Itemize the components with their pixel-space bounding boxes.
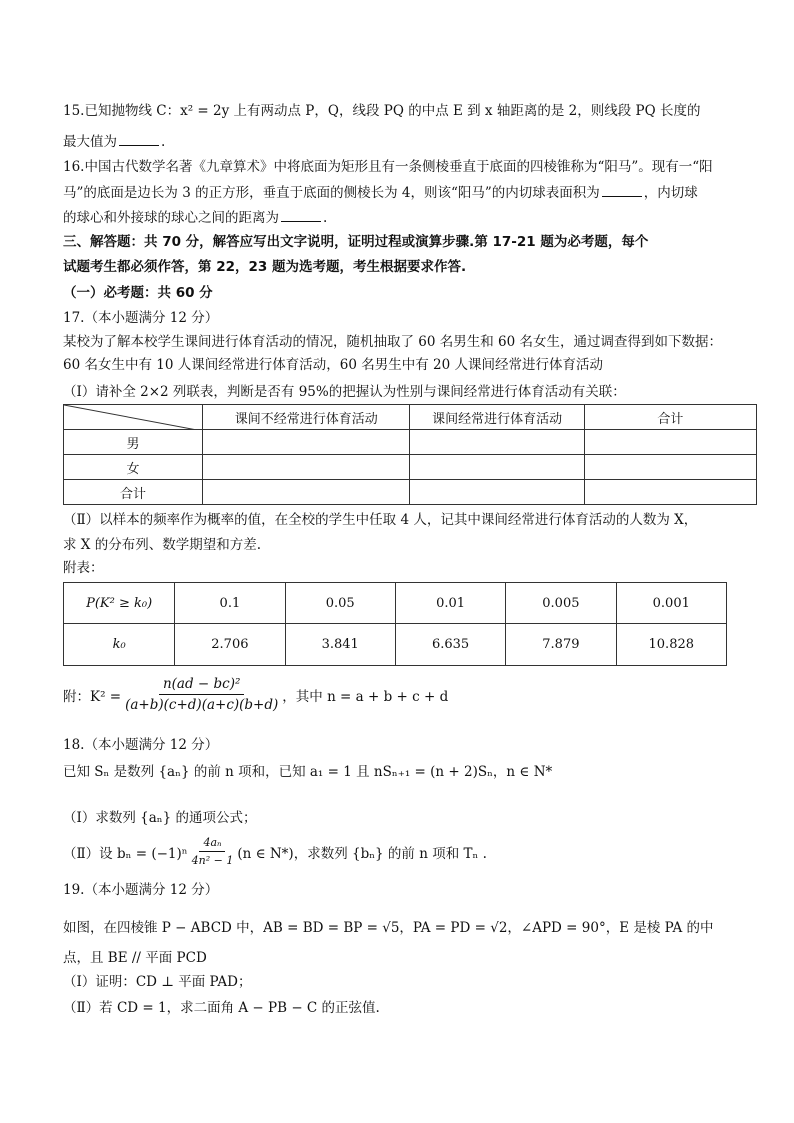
q18-part2 bbox=[63, 836, 487, 867]
q16-line3-end: . bbox=[323, 210, 328, 226]
q17-line1: 某校为了解本校学生课间进行体育活动的情况，随机抽取了 60 名男生和 60 名女生，通过调查得到如下数据： bbox=[63, 334, 723, 350]
appendix-label: 附表： bbox=[63, 560, 104, 576]
contingency-diagonal-cell bbox=[64, 405, 203, 430]
p-value-cell: 0.1 bbox=[175, 583, 285, 624]
contingency-cell bbox=[410, 455, 584, 480]
formula-numerator: n(ad − bc)² bbox=[159, 676, 244, 695]
contingency-cell bbox=[584, 455, 756, 480]
q15-answer-blank bbox=[119, 131, 159, 146]
q16-line3-text: 的球心和外接球的球心之间的距离为 bbox=[63, 210, 279, 226]
k-value-cell: 6.635 bbox=[395, 624, 505, 666]
q19-line2: 点，且 BE // 平面 PCD bbox=[63, 950, 207, 966]
k-value-cell: 3.841 bbox=[285, 624, 395, 666]
q16-answer-blank-1 bbox=[602, 182, 642, 197]
formula-fraction bbox=[125, 676, 278, 713]
q18-denominator: 4n² − 1 bbox=[191, 854, 234, 867]
q16-line3 bbox=[63, 207, 327, 228]
contingency-row bbox=[64, 455, 757, 480]
k-value-cell: 10.828 bbox=[616, 624, 726, 666]
q17-part2-line2: 求 X 的分布列、数学期望和方差. bbox=[63, 537, 261, 553]
q19-part2: （Ⅱ）若 CD = 1，求二面角 A − PB − C 的正弦值. bbox=[63, 1000, 380, 1016]
q19-part1: （Ⅰ）证明：CD ⊥ 平面 PAD； bbox=[63, 974, 252, 990]
critical-k-row bbox=[64, 624, 727, 666]
critical-value-table bbox=[63, 582, 727, 666]
q18-part1: （Ⅰ）求数列 {aₙ} 的通项公式； bbox=[63, 810, 257, 826]
critical-p-row bbox=[64, 583, 727, 624]
q17-part1: （Ⅰ）请补全 2×2 列联表，判断是否有 95%的把握认为性别与课间经常进行体育活动有关联： bbox=[63, 384, 626, 400]
contingency-cell bbox=[203, 455, 410, 480]
p-row-label: P(K² ≥ k₀) bbox=[64, 583, 175, 624]
q17-header: 17.（本小题满分 12 分） bbox=[63, 310, 219, 326]
contingency-row-label: 女 bbox=[64, 455, 203, 480]
contingency-cell bbox=[584, 430, 756, 455]
k-value-cell: 7.879 bbox=[506, 624, 616, 666]
q18-header: 18.（本小题满分 12 分） bbox=[63, 737, 219, 753]
contingency-col-header: 课间经常进行体育活动 bbox=[410, 405, 584, 430]
section3-line2: 试题考生都必须作答，第 22，23 题为选考题，考生根据要求作答. bbox=[63, 259, 467, 275]
q15-line2 bbox=[63, 131, 165, 152]
q16-line2-end: ，内切球 bbox=[643, 185, 698, 201]
q18-line1: 已知 Sₙ 是数列 {aₙ} 的前 n 项和，已知 a₁ = 1 且 nSₙ₊₁ = (n + 2)Sₙ，n ∈ N* bbox=[63, 764, 553, 780]
q18-part2-pre: （Ⅱ）设 bₙ = (−1)ⁿ bbox=[63, 845, 188, 862]
section3-line1: 三、解答题：共 70 分，解答应写出文字说明，证明过程或演算步骤.第 17-21 题为必考题，每个 bbox=[63, 234, 649, 250]
contingency-header-row bbox=[64, 405, 757, 430]
contingency-row bbox=[64, 480, 757, 505]
q15-line2-text: 最大值为 bbox=[63, 134, 117, 150]
contingency-col-header: 合计 bbox=[584, 405, 756, 430]
k-value-cell: 2.706 bbox=[175, 624, 285, 666]
p-value-cell: 0.05 bbox=[285, 583, 395, 624]
contingency-row bbox=[64, 430, 757, 455]
formula-prefix: 附：K² = bbox=[63, 688, 122, 705]
contingency-cell bbox=[410, 480, 584, 505]
section3-line3: （一）必考题：共 60 分 bbox=[63, 285, 213, 301]
contingency-col-header: 课间不经常进行体育活动 bbox=[203, 405, 410, 430]
q15-line2-end: . bbox=[161, 134, 166, 150]
p-value-cell: 0.005 bbox=[506, 583, 616, 624]
q16-line1: 16.中国古代数学名著《九章算术》中将底面为矩形且有一条侧棱垂直于底面的四棱锥称为“阳马”。现有一“阳 bbox=[63, 159, 713, 175]
contingency-row-label: 男 bbox=[64, 430, 203, 455]
k-row-label: k₀ bbox=[64, 624, 175, 666]
contingency-cell bbox=[203, 480, 410, 505]
q16-answer-blank-2 bbox=[281, 207, 321, 222]
formula-denominator: (a+b)(c+d)(a+c)(b+d) bbox=[125, 697, 279, 713]
q16-line2-text: 马”的底面是边长为 3 的正方形，垂直于底面的侧棱长为 4，则该“阳马”的内切球表面积为 bbox=[63, 185, 600, 201]
q19-header: 19.（本小题满分 12 分） bbox=[63, 882, 219, 898]
k-squared-formula bbox=[63, 676, 448, 713]
contingency-table bbox=[63, 404, 757, 505]
p-value-cell: 0.001 bbox=[616, 583, 726, 624]
q18-fraction bbox=[192, 836, 234, 867]
q19-line1: 如图，在四棱锥 P − ABCD 中，AB = BD = BP = √5，PA = PD = √2，∠APD = 90°，E 是棱 PA 的中 bbox=[63, 920, 714, 936]
contingency-row-label: 合计 bbox=[64, 480, 203, 505]
contingency-cell bbox=[410, 430, 584, 455]
q15-line1: 15.已知抛物线 C：x² = 2y 上有两动点 P，Q，线段 PQ 的中点 E 到 x 轴距离的是 2，则线段 PQ 长度的 bbox=[63, 103, 701, 119]
q17-part2-line1: （Ⅱ）以样本的频率作为概率的值，在全校的学生中任取 4 人，记其中课间经常进行体育活动的人数为 X， bbox=[63, 512, 698, 528]
formula-suffix: ，其中 n = a + b + c + d bbox=[282, 688, 449, 705]
contingency-cell bbox=[584, 480, 756, 505]
q18-part2-post: (n ∈ N*)，求数列 {bₙ} 的前 n 项和 Tₙ . bbox=[237, 845, 487, 862]
q18-numerator: 4aₙ bbox=[199, 836, 225, 852]
p-value-cell: 0.01 bbox=[395, 583, 505, 624]
q16-line2 bbox=[63, 182, 698, 203]
diagonal-line bbox=[64, 405, 197, 430]
contingency-cell bbox=[203, 430, 410, 455]
q17-line2: 60 名女生中有 10 人课间经常进行体育活动，60 名男生中有 20 人课间经常进行体育活动 bbox=[63, 357, 603, 373]
